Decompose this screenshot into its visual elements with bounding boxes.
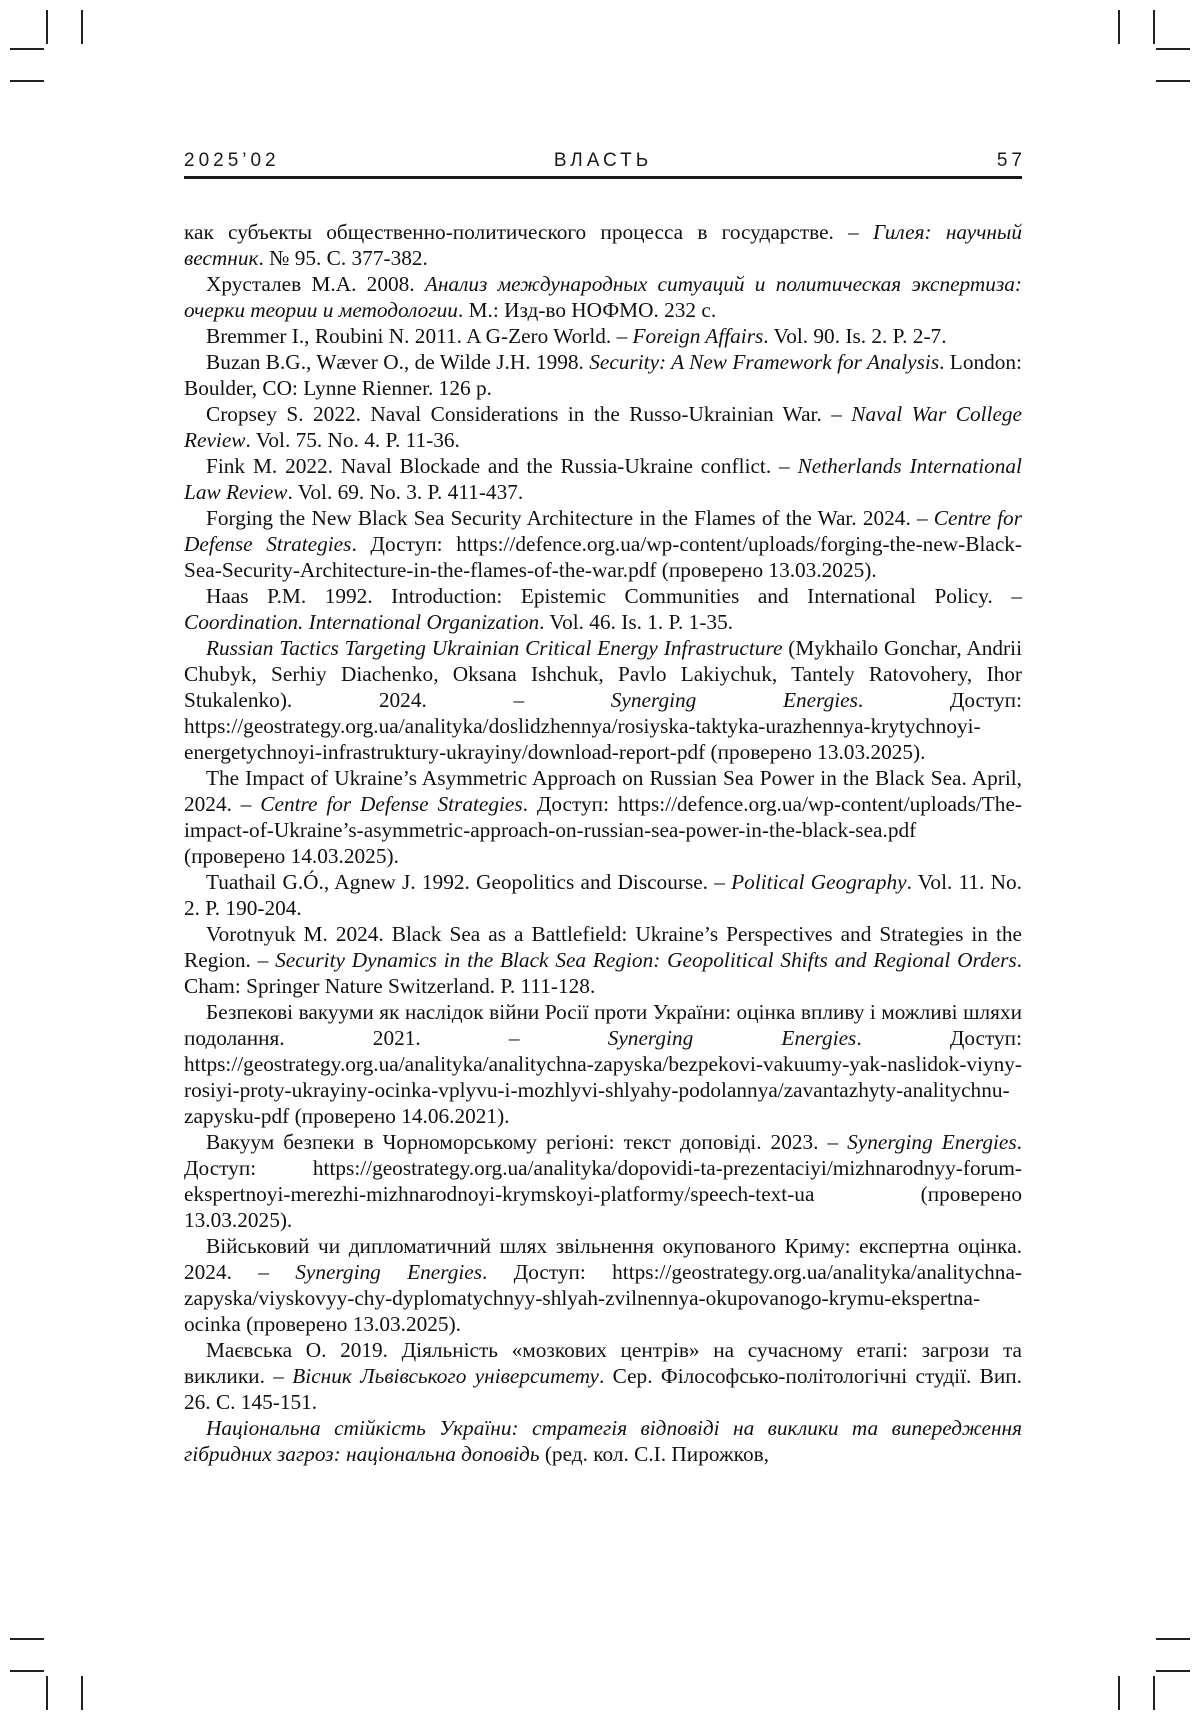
reference-entry <box>184 999 1022 1129</box>
reference-entry <box>184 1233 1022 1337</box>
reference-entry <box>184 349 1022 401</box>
crop-mark <box>1153 10 1155 44</box>
crop-mark <box>1156 48 1190 50</box>
crop-mark <box>46 1676 48 1710</box>
page-number: 57 <box>997 150 1026 172</box>
reference-text: . London: Boulder, CO: Lynne Rienner. 126 p. <box>184 350 1022 400</box>
crop-mark <box>1153 1676 1155 1710</box>
reference-source-title: Netherlands International Law Review <box>184 454 1022 504</box>
reference-text: Vorotnyuk M. 2024. Black Sea as a Battlefield: Ukraine’s Perspectives and Strategies in the Region. – <box>184 922 1022 972</box>
reference-text: Buzan B.G., Wæver O., de Wilde J.H. 1998. <box>206 350 589 374</box>
reference-source-title: Security: A New Framework for Analysis <box>589 350 939 374</box>
reference-text: Військовий чи дипломатичний шлях звільнення окупованого Криму: експертна оцінка. 2024. – <box>184 1234 1022 1284</box>
reference-entry <box>184 323 1022 349</box>
reference-text: . Сер. Філософсько-політологічні студії. Вип. 26. С. 145-151. <box>184 1364 1022 1414</box>
reference-source-title: Centre for Defense Strategies <box>184 506 1022 556</box>
crop-mark <box>10 1670 44 1672</box>
reference-text: Tuathail G.Ó., Agnew J. 1992. Geopolitics and Discourse. – <box>206 870 731 894</box>
reference-source-title: Naval War College Review <box>184 402 1022 452</box>
reference-text: . Доступ: https://geostrategy.org.ua/analityka/analitychna-zapyska/viyskovyy-chy-dyplomatychnyy-shlyah-zvilnennya-okupovanogo-krymu-ekspertna-ocinka (проверено 13.03.2025). <box>184 1260 1022 1336</box>
reference-text: Fink M. 2022. Naval Blockade and the Russia-Ukraine conflict. – <box>206 454 798 478</box>
crop-mark <box>81 10 83 44</box>
reference-text: Вакуум безпеки в Чорноморському регіоні: текст доповіді. 2023. – <box>206 1130 847 1154</box>
reference-source-title: Synerging Energies <box>608 1026 857 1050</box>
crop-mark <box>1156 1670 1190 1672</box>
reference-source-title: Centre for Defense Strategies <box>260 792 522 816</box>
reference-text: Маєвська О. 2019. Діяльність «мозкових центрів» на сучасному етапі: загрози та виклики. – <box>184 1338 1022 1388</box>
reference-text: (Mykhailo Gonchar, Andrii Chubyk, Serhiy Diachenko, Oksana Ishchuk, Pavlo Lakiychuk, Tantely Ratovohery, Ihor Stukalenko). 2024. – <box>184 636 1022 712</box>
reference-source-title: Coordination. International Organization <box>184 610 539 634</box>
reference-text: . Vol. 11. No. 2. P. 190-204. <box>184 870 1022 920</box>
reference-entry <box>184 765 1022 869</box>
reference-text: The Impact of Ukraine’s Asymmetric Approach on Russian Sea Power in the Black Sea. April, 2024. – <box>184 766 1022 816</box>
crop-mark <box>1118 1676 1120 1710</box>
journal-title: ВЛАСТЬ <box>184 150 1022 172</box>
crop-mark <box>1118 10 1120 44</box>
crop-mark <box>1156 80 1190 82</box>
reference-text: Bremmer I., Roubini N. 2011. A G-Zero World. – <box>206 324 633 348</box>
reference-text: . М.: Изд-во НОФМО. 232 с. <box>458 298 716 322</box>
reference-entry <box>184 921 1022 999</box>
reference-source-title: Анализ международных ситуаций и политическая экспертиза: очерки теории и методологии <box>184 272 1022 322</box>
reference-text: . Доступ: https://geostrategy.org.ua/analityka/analitychna-zapyska/bezpekovi-vakuumy-yak-naslidok-viyny-rosiyi-proty-ukrayiny-ocinka-vplyvu-i-mozhlyvi-shlyahy-podolannya/zavantazhyty-analitychnu-zapysku-pdf (проверено 14.06.2021). <box>184 1026 1022 1128</box>
reference-text: . Доступ: https://geostrategy.org.ua/analityka/doslidzhennya/rosiyska-taktyka-urazhennya-krytychnoyi-energetychnoyi-infrastruktury-ukrayiny/download-report-pdf (проверено 13.03.2025). <box>184 688 1022 764</box>
reference-text: Haas P.M. 1992. Introduction: Epistemic Communities and International Policy. – <box>206 584 1022 608</box>
crop-mark <box>10 80 44 82</box>
reference-text: Хрусталев М.А. 2008. <box>206 272 425 296</box>
reference-text: . Vol. 75. No. 4. P. 11-36. <box>246 428 460 452</box>
reference-text: . Доступ: https://defence.org.ua/wp-content/uploads/forging-the-new-Black-Sea-Security-Architecture-in-the-flames-of-the-war.pdf (проверено 13.03.2025). <box>184 532 1022 582</box>
reference-entry <box>184 505 1022 583</box>
reference-text: Безпекові вакууми як наслідок війни Росії проти України: оцінка впливу і можливі шляхи подолання. 2021. – <box>184 1000 1022 1050</box>
reference-source-title: Гилея: научный вестник <box>184 220 1022 270</box>
reference-entry <box>184 1337 1022 1415</box>
reference-source-title: Security Dynamics in the Black Sea Region: Geopolitical Shifts and Regional Orders <box>275 948 1017 972</box>
reference-entry <box>184 635 1022 765</box>
crop-mark <box>1156 1638 1190 1640</box>
reference-source-title: Synerging Energies <box>847 1130 1017 1154</box>
reference-text: (ред. кол. С.І. Пирожков, <box>540 1442 769 1466</box>
reference-entry <box>184 1129 1022 1233</box>
running-header <box>184 150 1022 178</box>
reference-source-title: Political Geography <box>731 870 906 894</box>
reference-text: Cropsey S. 2022. Naval Considerations in the Russo-Ukrainian War. – <box>206 402 851 426</box>
header-rule <box>184 176 1022 179</box>
reference-text: как субъекты общественно-политического процесса в государстве. – <box>184 220 873 244</box>
reference-entry <box>184 219 1022 271</box>
crop-mark <box>81 1676 83 1710</box>
crop-mark <box>10 1638 44 1640</box>
reference-text: . Vol. 46. Is. 1. P. 1-35. <box>539 610 733 634</box>
crop-mark <box>46 10 48 44</box>
reference-text: Forging the New Black Sea Security Architecture in the Flames of the War. 2024. – <box>206 506 934 530</box>
reference-text: . Доступ: https://defence.org.ua/wp-content/uploads/The-impact-of-Ukraine’s-asymmetric-approach-on-russian-sea-power-in-the-black-sea.pdf (проверено 14.03.2025). <box>184 792 1022 868</box>
reference-entry <box>184 1415 1022 1467</box>
reference-source-title: Національна стійкість України: стратегія відповіді на виклики та випередження гібридних загроз: національна доповідь <box>184 1416 1022 1466</box>
reference-source-title: Synerging Energies <box>295 1260 482 1284</box>
reference-entry <box>184 583 1022 635</box>
reference-entry <box>184 453 1022 505</box>
reference-source-title: Synerging Energies <box>611 688 858 712</box>
reference-source-title: Russian Tactics Targeting Ukrainian Critical Energy Infrastructure <box>206 636 782 660</box>
reference-entry <box>184 869 1022 921</box>
reference-list <box>184 219 1022 1467</box>
reference-text: . Vol. 90. Is. 2. P. 2-7. <box>763 324 946 348</box>
reference-entry <box>184 401 1022 453</box>
crop-mark <box>10 48 44 50</box>
reference-source-title: Вісник Львівського університету <box>292 1364 599 1388</box>
reference-text: . Vol. 69. No. 3. P. 411-437. <box>288 480 524 504</box>
reference-source-title: Foreign Affairs <box>633 324 764 348</box>
reference-text: . Cham: Springer Nature Switzerland. P. 111-128. <box>184 948 1022 998</box>
issue-number: 2025’02 <box>184 150 280 172</box>
reference-entry <box>184 271 1022 323</box>
reference-text: . Доступ: https://geostrategy.org.ua/analityka/dopovidi-ta-prezentaciyi/mizhnarodnyy-forum-ekspertnoyi-merezhi-mizhnarodnoyi-krymskoyi-platformy/speech-text-ua (проверено 13.03.2025). <box>184 1130 1022 1232</box>
reference-text: . № 95. С. 377-382. <box>258 246 427 270</box>
